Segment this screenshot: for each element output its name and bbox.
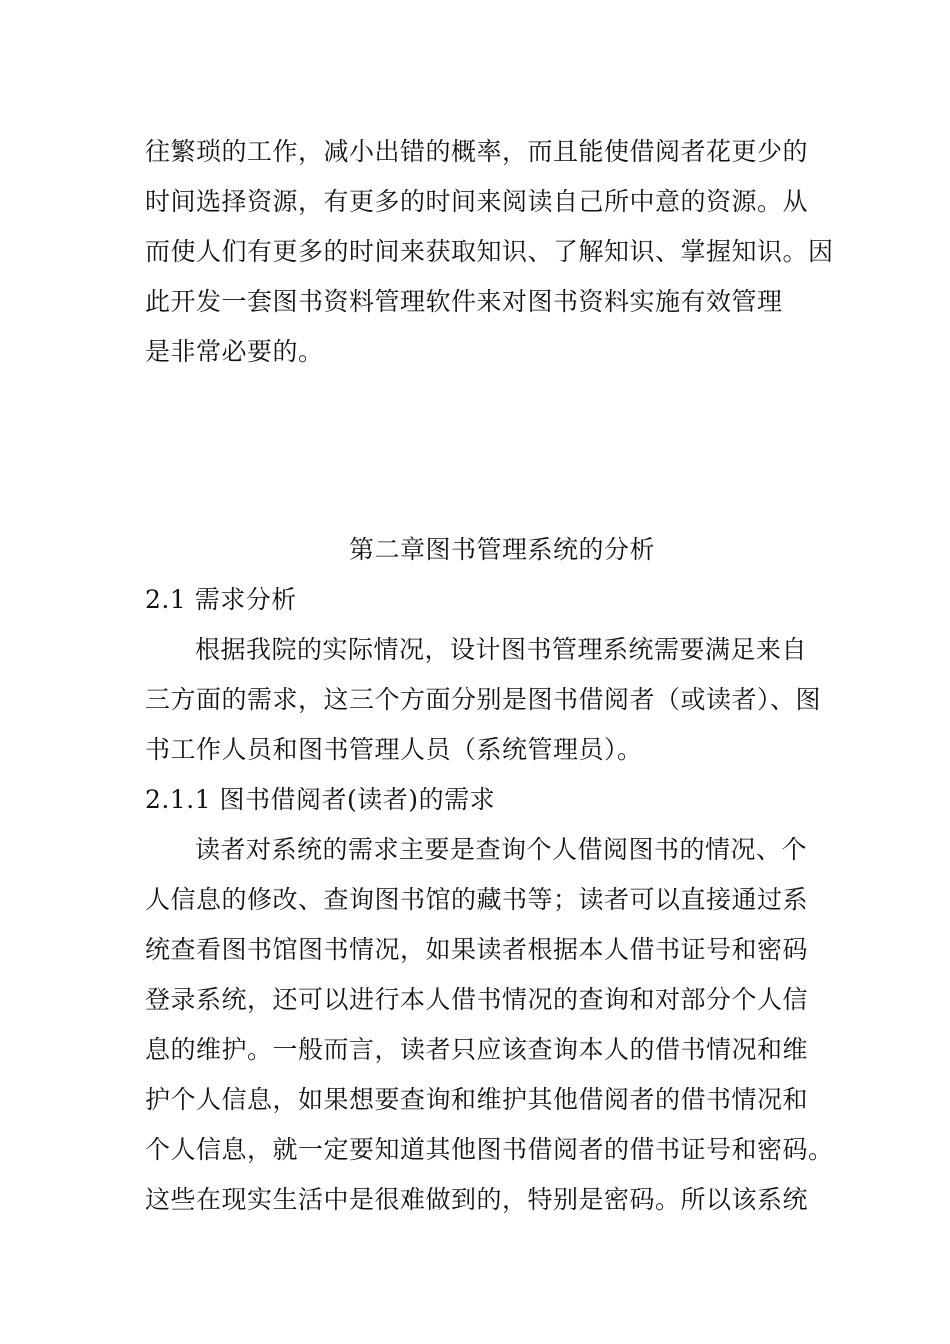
paragraph-line: 而使人们有更多的时间来获取知识、了解知识、掌握知识。因 — [145, 237, 834, 266]
paragraph-line: 登录系统，还可以进行本人借书情况的查询和对部分个人信 — [145, 985, 809, 1014]
paragraph-line: 三方面的需求，这三个方面分别是图书借阅者（或读者）、图 — [145, 685, 822, 714]
paragraph-line: 往繁琐的工作，减小出错的概率，而且能使借阅者花更少的 — [145, 137, 809, 166]
paragraph-line: 人信息的修改、查询图书馆的藏书等；读者可以直接通过系 — [145, 885, 809, 914]
paragraph-line: 书工作人员和图书管理人员（系统管理员）。 — [145, 735, 643, 764]
paragraph-line: 读者对系统的需求主要是查询个人借阅图书的情况、个 — [195, 835, 808, 864]
section-heading: 2.1 需求分析 — [145, 585, 297, 614]
paragraph-line: 统查看图书馆图书情况，如果读者根据本人借书证号和密码 — [145, 935, 809, 964]
paragraph-line: 时间选择资源，有更多的时间来阅读自己所中意的资源。从 — [145, 187, 809, 216]
subsection-heading: 2.1.1 图书借阅者(读者)的需求 — [145, 785, 496, 814]
paragraph-line: 这些在现实生活中是很难做到的，特别是密码。所以该系统 — [145, 1185, 809, 1214]
paragraph-line: 息的维护。一般而言，读者只应该查询本人的借书情况和维 — [145, 1035, 809, 1064]
chapter-title: 第二章图书管理系统的分析 — [349, 535, 656, 564]
paragraph-line: 是非常必要的。 — [145, 337, 324, 366]
paragraph-line: 护个人信息，如果想要查询和维护其他借阅者的借书情况和 — [145, 1085, 809, 1114]
paragraph-line: 根据我院的实际情况，设计图书管理系统需要满足来自 — [195, 635, 808, 664]
paragraph-line: 个人信息，就一定要知道其他图书借阅者的借书证号和密码。 — [145, 1135, 834, 1164]
paragraph-line: 此开发一套图书资料管理软件来对图书资料实施有效管理 — [145, 287, 783, 316]
